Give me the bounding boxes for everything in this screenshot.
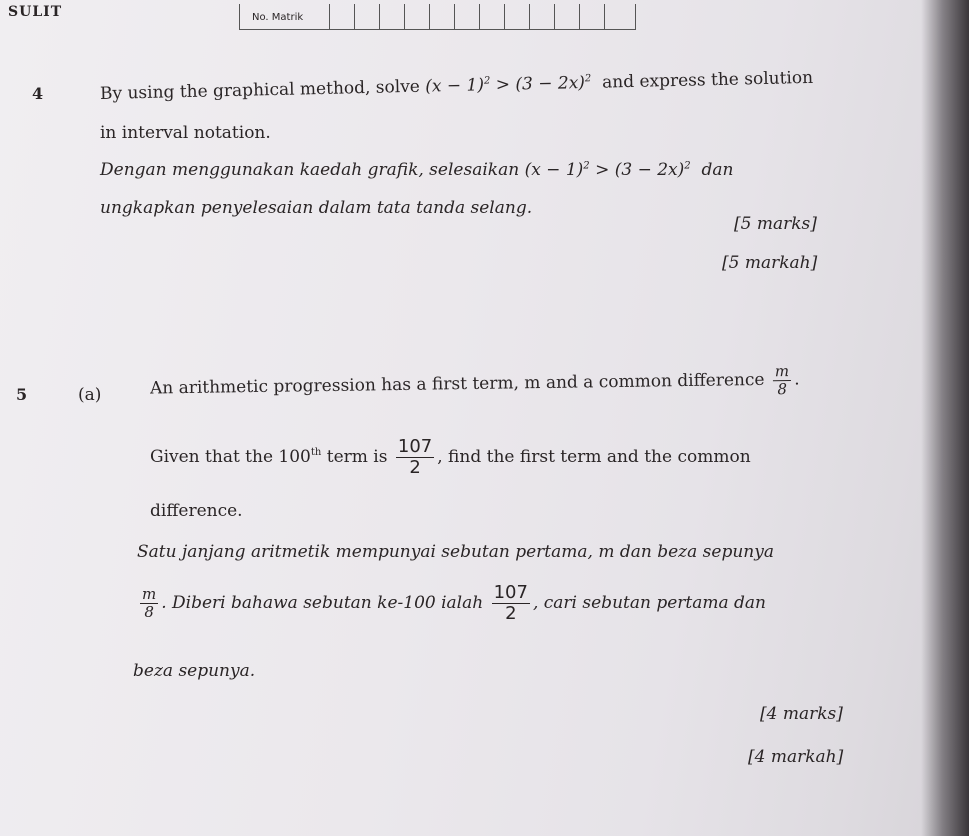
matrix-cell [605, 4, 629, 29]
q5-en-line2-pre: Given that the 100 [150, 446, 311, 467]
matrix-cell [330, 4, 355, 29]
question-4-marks-malay: [5 markah] [722, 253, 818, 273]
question-5-malay-line3: beza sepunya. [133, 661, 256, 681]
matrix-number-box [239, 4, 636, 30]
sulit-header: SULIT [8, 4, 63, 20]
q5-ms-line2-post: , cari sebutan pertama dan [532, 592, 766, 613]
question-5-malay-line1: Satu janjang aritmetik mempunyai sebutan pertama, m dan beza sepunya [137, 542, 774, 562]
q4-en-text: By using the graphical method, solve [99, 76, 421, 104]
question-4-malay-line2: ungkapkan penyelesaian dalam tata tanda selang. [100, 198, 533, 218]
question-4-english-line2: in interval notation. [100, 123, 271, 143]
matrix-cell [355, 4, 380, 29]
question-5-marks-malay: [4 markah] [748, 747, 844, 767]
question-5-english-line1: An arithmetic progression has a first term, m and a common difference $\frac{m}{8}$ . [149, 362, 800, 399]
matrix-cell [555, 4, 580, 29]
matrix-cell [580, 4, 605, 29]
q5-en-line2-mid: term is [326, 446, 388, 467]
question-5-number: 5 [16, 385, 28, 404]
fraction-m-over-8-malay: $\frac{m}{8}$ [142, 585, 157, 621]
q4-ms-text-post: dan [701, 160, 734, 180]
matrix-cell [530, 4, 555, 29]
page-shadow-edge [921, 0, 969, 836]
question-4-malay-line1 [100, 160, 733, 180]
fraction-107-over-2: $\frac{107}{2}$ [397, 436, 433, 478]
q5-en-line2-post: , find the first term and the common [437, 446, 751, 467]
q4-ms-text: Dengan menggunakan kaedah grafik, selesaikan [100, 160, 520, 180]
matrix-cell [380, 4, 405, 29]
matrix-cell [480, 4, 505, 29]
matrix-cell [405, 4, 430, 29]
q4-en-expression: $(x - 1)^2 > (3 - 2x)^2$ [425, 72, 592, 97]
question-5-english-line3: difference. [150, 501, 243, 521]
matrix-cell [505, 4, 530, 29]
question-5-marks-english: [4 marks] [760, 704, 843, 724]
question-4-number: 4 [32, 84, 44, 103]
matrix-cell [455, 4, 480, 29]
q4-ms-expression: $(x - 1)^2 > (3 - 2x)^2$ [524, 160, 691, 180]
question-4-marks-english: [5 marks] [734, 214, 817, 234]
fraction-107-over-2-malay: $\frac{107}{2}$ [493, 582, 528, 624]
question-5-part-label: (a) [78, 385, 102, 405]
matrix-label: No. Matrik [240, 4, 330, 29]
fraction-m-over-8: $\frac{m}{8}$ [773, 363, 792, 397]
matrix-cell [430, 4, 455, 29]
question-5-malay-line2 [137, 583, 766, 624]
question-5-english-line2: Given that the 100th term is $\frac{107}{2}$ , find the first term and the common [150, 436, 751, 478]
q5-en-line1-text: An arithmetic progression has a first term, m and a common difference [149, 369, 765, 399]
q4-en-text-post: and express the solution [601, 67, 814, 93]
question-4-english-line1 [100, 68, 814, 104]
q5-ms-line2-mid: . Diberi bahawa sebutan ke-100 ialah [161, 592, 484, 613]
